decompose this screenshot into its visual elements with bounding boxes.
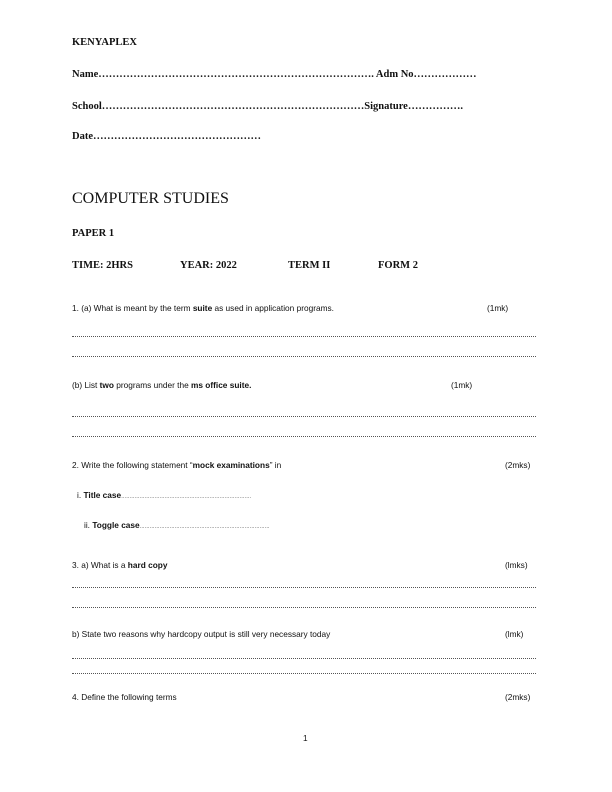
question-1a: 1. (a) What is meant by the term suite as used in application programs.: [72, 303, 334, 313]
question-2-i: i. Title case……………………………………………………………………: [77, 490, 252, 500]
answer-line[interactable]: [72, 416, 536, 417]
time-label: TIME: 2HRS: [72, 260, 133, 271]
answer-line[interactable]: [72, 658, 536, 659]
answer-line[interactable]: [72, 436, 536, 437]
question-1b: (b) List two programs under the ms office suite.: [72, 380, 252, 390]
answer-line[interactable]: [72, 356, 536, 357]
marks-2: (2mks): [505, 460, 531, 470]
answer-line[interactable]: [72, 673, 536, 674]
answer-line[interactable]: [72, 336, 536, 337]
marks-4: (2mks): [505, 692, 531, 702]
page-number: 1: [303, 733, 308, 743]
paper-label: PAPER 1: [72, 228, 115, 239]
date-line: Date…………………………………………: [72, 131, 261, 142]
question-4: 4. Define the following terms: [72, 692, 177, 702]
year-label: YEAR: 2022: [180, 260, 237, 271]
form-label: FORM 2: [378, 260, 418, 271]
name-adm-line: Name……………………………………………………………………. Adm No………………: [72, 69, 477, 80]
org-name: KENYAPLEX: [72, 37, 137, 48]
marks-1b: (1mk): [451, 380, 473, 390]
question-2-ii: ii. Toggle case……………………………………………………………………: [84, 520, 270, 530]
question-3b: b) State two reasons why hardcopy output is still very necessary today: [72, 629, 331, 639]
answer-line[interactable]: [72, 607, 536, 608]
marks-3b: (lmk): [505, 629, 524, 639]
marks-3a: (lmks): [505, 560, 528, 570]
school-signature-line: School…………………………………………………………………Signature…………….: [72, 101, 463, 112]
question-2: 2. Write the following statement “mock examinations” in: [72, 460, 282, 470]
term-label: TERM II: [288, 260, 331, 271]
marks-1a: (1mk): [487, 303, 509, 313]
subject-title: COMPUTER STUDIES: [72, 190, 229, 207]
question-3a: 3. a) What is a hard copy: [72, 560, 168, 570]
answer-line[interactable]: [72, 587, 536, 588]
